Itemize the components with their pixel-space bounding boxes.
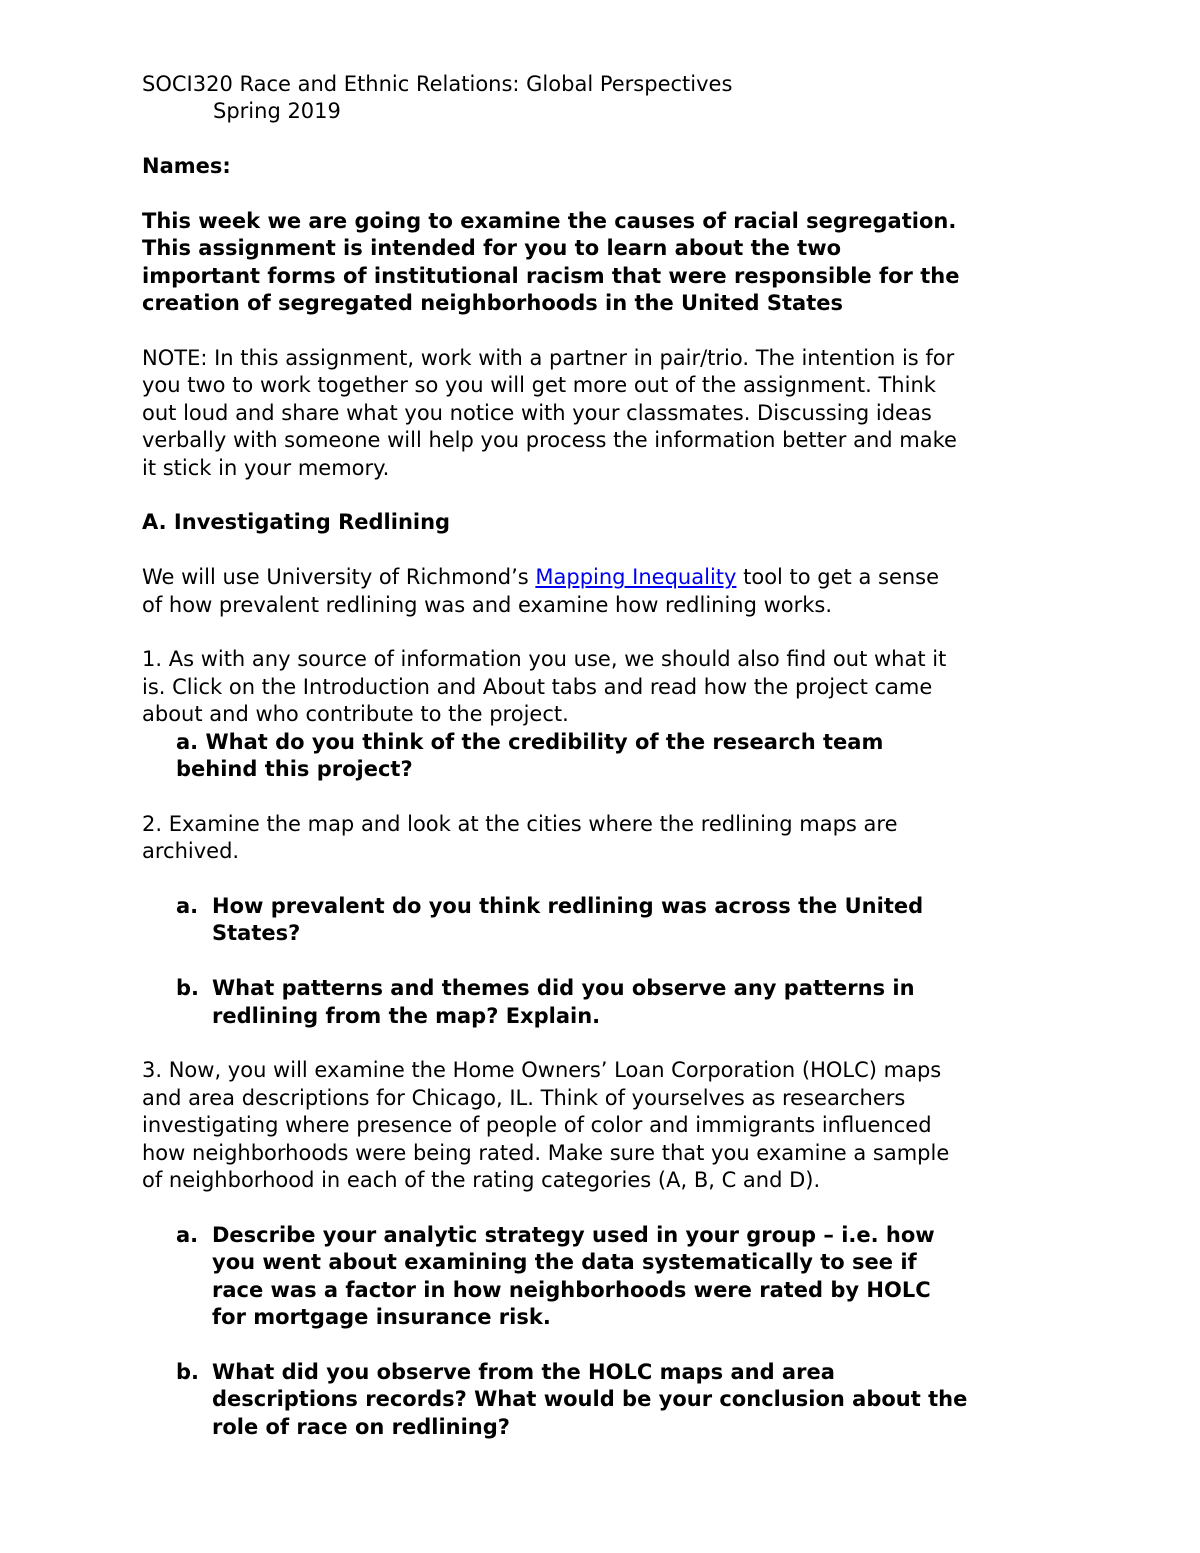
question-3 — [142, 1057, 1080, 1194]
section-a-heading: A. Investigating Redlining — [142, 510, 451, 535]
spacer — [142, 537, 1080, 564]
question-3b — [142, 1359, 1080, 1441]
section-a-intro — [142, 564, 1080, 591]
question-2a-text — [212, 893, 1080, 948]
spacer — [142, 948, 1080, 975]
question-1 — [142, 646, 1080, 783]
question-2b-text — [212, 975, 1080, 1030]
note-line: you two to work together so you will get more out of the assignment. Think — [142, 373, 936, 398]
spacer — [142, 1195, 1080, 1222]
question-3b-line: What did you observe from the HOLC maps and area — [212, 1359, 835, 1384]
question-3a-letter: a. — [176, 1222, 199, 1247]
section-a-intro-line2: of how prevalent redlining was and examine how redlining works. — [142, 592, 833, 617]
intro-paragraph — [142, 208, 1080, 318]
intro-line: This assignment is intended for you to learn about the two — [142, 236, 842, 261]
spacer — [142, 318, 1080, 345]
question-2b-letter: b. — [176, 976, 200, 1001]
mapping-inequality-link[interactable]: Mapping Inequality — [535, 565, 737, 590]
note-line: out loud and share what you notice with your classmates. Discussing ideas — [142, 400, 932, 425]
question-2a-line: States? — [212, 921, 301, 946]
question-3-line: how neighborhoods were being rated. Make sure that you examine a sample — [142, 1140, 950, 1165]
question-3b-text — [212, 1359, 1080, 1441]
spacer — [142, 619, 1080, 646]
spacer — [142, 181, 1080, 208]
question-3a-text — [212, 1222, 1080, 1332]
spacer — [142, 482, 1080, 509]
spacer — [142, 1030, 1080, 1057]
question-3-line: and area descriptions for Chicago, IL. Think of yourselves as researchers — [142, 1085, 906, 1110]
intro-line: creation of segregated neighborhoods in the United States — [142, 291, 843, 316]
question-3a-line: you went about examining the data systematically to see if — [212, 1250, 917, 1275]
question-1a-line: behind this project? — [176, 757, 413, 782]
intro-line: This week we are going to examine the causes of racial segregation. — [142, 209, 957, 233]
question-2a-letter: a. — [176, 894, 199, 919]
names-label: Names: — [142, 154, 231, 179]
question-3-line: 3. Now, you will examine the Home Owners’ Loan Corporation (HOLC) maps — [142, 1058, 942, 1083]
course-term: Spring 2019 — [213, 99, 341, 124]
question-3-line: investigating where presence of people of color and immigrants influenced — [142, 1113, 932, 1138]
intro-line: important forms of institutional racism that were responsible for the — [142, 263, 960, 288]
note-line: NOTE: In this assignment, work with a partner in pair/trio. The intention is for — [142, 346, 955, 371]
spacer — [142, 1332, 1080, 1359]
note-line: verbally with someone will help you process the information better and make — [142, 428, 957, 453]
question-3a — [142, 1222, 1080, 1332]
question-2-line: 2. Examine the map and look at the cities where the redlining maps are — [142, 811, 898, 836]
question-2a — [142, 893, 1080, 948]
question-3b-letter: b. — [176, 1359, 200, 1384]
question-3-line: of neighborhood in each of the rating categories (A, B, C and D). — [142, 1168, 821, 1193]
question-3b-line: role of race on redlining? — [212, 1414, 510, 1439]
spacer — [142, 866, 1080, 893]
question-2-line: archived. — [142, 839, 240, 864]
question-2b — [142, 975, 1080, 1030]
note-paragraph — [142, 345, 1080, 482]
question-3b-line: descriptions records? What would be your conclusion about the — [212, 1387, 968, 1412]
question-1a — [142, 729, 1080, 784]
question-2b-line: redlining from the map? Explain. — [212, 1003, 601, 1028]
question-3a-line: Describe your analytic strategy used in your group – i.e. how — [212, 1222, 935, 1247]
section-a-intro-text: We will use University of Richmond’s — [142, 565, 536, 590]
question-1-line: about and who contribute to the project. — [142, 702, 569, 727]
spacer — [142, 783, 1080, 810]
question-2 — [142, 811, 1080, 866]
question-2b-line: What patterns and themes did you observe any patterns in — [212, 976, 915, 1001]
question-1-line: is. Click on the Introduction and About tabs and read how the project came — [142, 674, 933, 699]
question-3a-line: for mortgage insurance risk. — [212, 1305, 551, 1330]
section-a-intro-text: tool to get a sense — [736, 565, 940, 590]
question-3a-line: race was a factor in how neighborhoods were rated by HOLC — [212, 1277, 931, 1302]
question-1a-line: a. What do you think of the credibility of the research team — [176, 729, 884, 754]
question-2a-line: How prevalent do you think redlining was across the United — [212, 894, 924, 919]
course-title: SOCI320 Race and Ethnic Relations: Global Perspectives — [142, 72, 733, 96]
question-1-line: 1. As with any source of information you use, we should also find out what it — [142, 647, 947, 672]
note-line: it stick in your memory. — [142, 455, 390, 480]
spacer — [142, 126, 1080, 153]
